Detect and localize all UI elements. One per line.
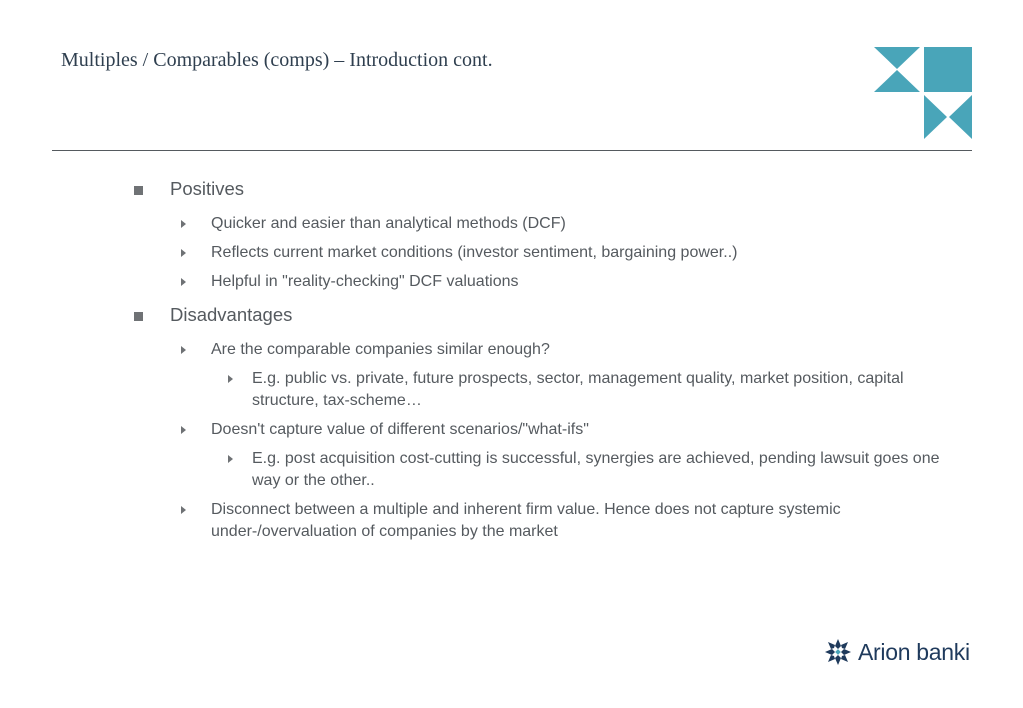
list-item: Helpful in "reality-checking" DCF valuations bbox=[211, 273, 519, 290]
brand-name: Arion banki bbox=[858, 638, 970, 665]
logo-triangle bbox=[874, 47, 920, 69]
square-bullet-icon bbox=[134, 186, 143, 195]
list-item: Quicker and easier than analytical methods (DCF) bbox=[211, 215, 566, 232]
section-heading-positives: Positives bbox=[170, 178, 245, 199]
sub-list-item: E.g. public vs. private, future prospects, sector, management quality, market position, capital structure, tax-scheme… bbox=[252, 370, 904, 409]
square-bullet-icon bbox=[134, 312, 143, 321]
logo-triangle bbox=[949, 95, 972, 139]
arrow-bullet-icon bbox=[181, 220, 186, 228]
star-logo-icon bbox=[824, 638, 852, 666]
arrow-bullet-icon bbox=[181, 426, 186, 434]
list-item: Disconnect between a multiple and inherent firm value. Hence does not capture systemic under-/overvaluation of companies by the market bbox=[211, 501, 841, 540]
logo-triangle bbox=[874, 70, 920, 92]
title-divider bbox=[52, 150, 972, 151]
arrow-bullet-icon bbox=[181, 346, 186, 354]
list-item: Are the comparable companies similar enough? bbox=[211, 341, 550, 358]
brand-logo bbox=[824, 637, 970, 667]
arrow-bullet-icon bbox=[181, 249, 186, 257]
slide-title: Multiples / Comparables (comps) – Introduction cont. bbox=[61, 49, 493, 71]
section-heading-disadvantages: Disadvantages bbox=[170, 304, 293, 325]
list-item: Doesn't capture value of different scenarios/"what-ifs" bbox=[211, 421, 589, 438]
arrow-bullet-icon bbox=[228, 455, 233, 463]
list-item: Reflects current market conditions (investor sentiment, bargaining power..) bbox=[211, 244, 738, 261]
sub-list-item: E.g. post acquisition cost-cutting is successful, synergies are achieved, pending lawsuit goes one way or the other.. bbox=[252, 450, 940, 489]
logo-square bbox=[924, 47, 972, 92]
corner-logo-icon bbox=[872, 47, 972, 139]
arrow-bullet-icon bbox=[181, 506, 186, 514]
logo-triangle bbox=[924, 95, 947, 139]
arrow-bullet-icon bbox=[228, 375, 233, 383]
arrow-bullet-icon bbox=[181, 278, 186, 286]
